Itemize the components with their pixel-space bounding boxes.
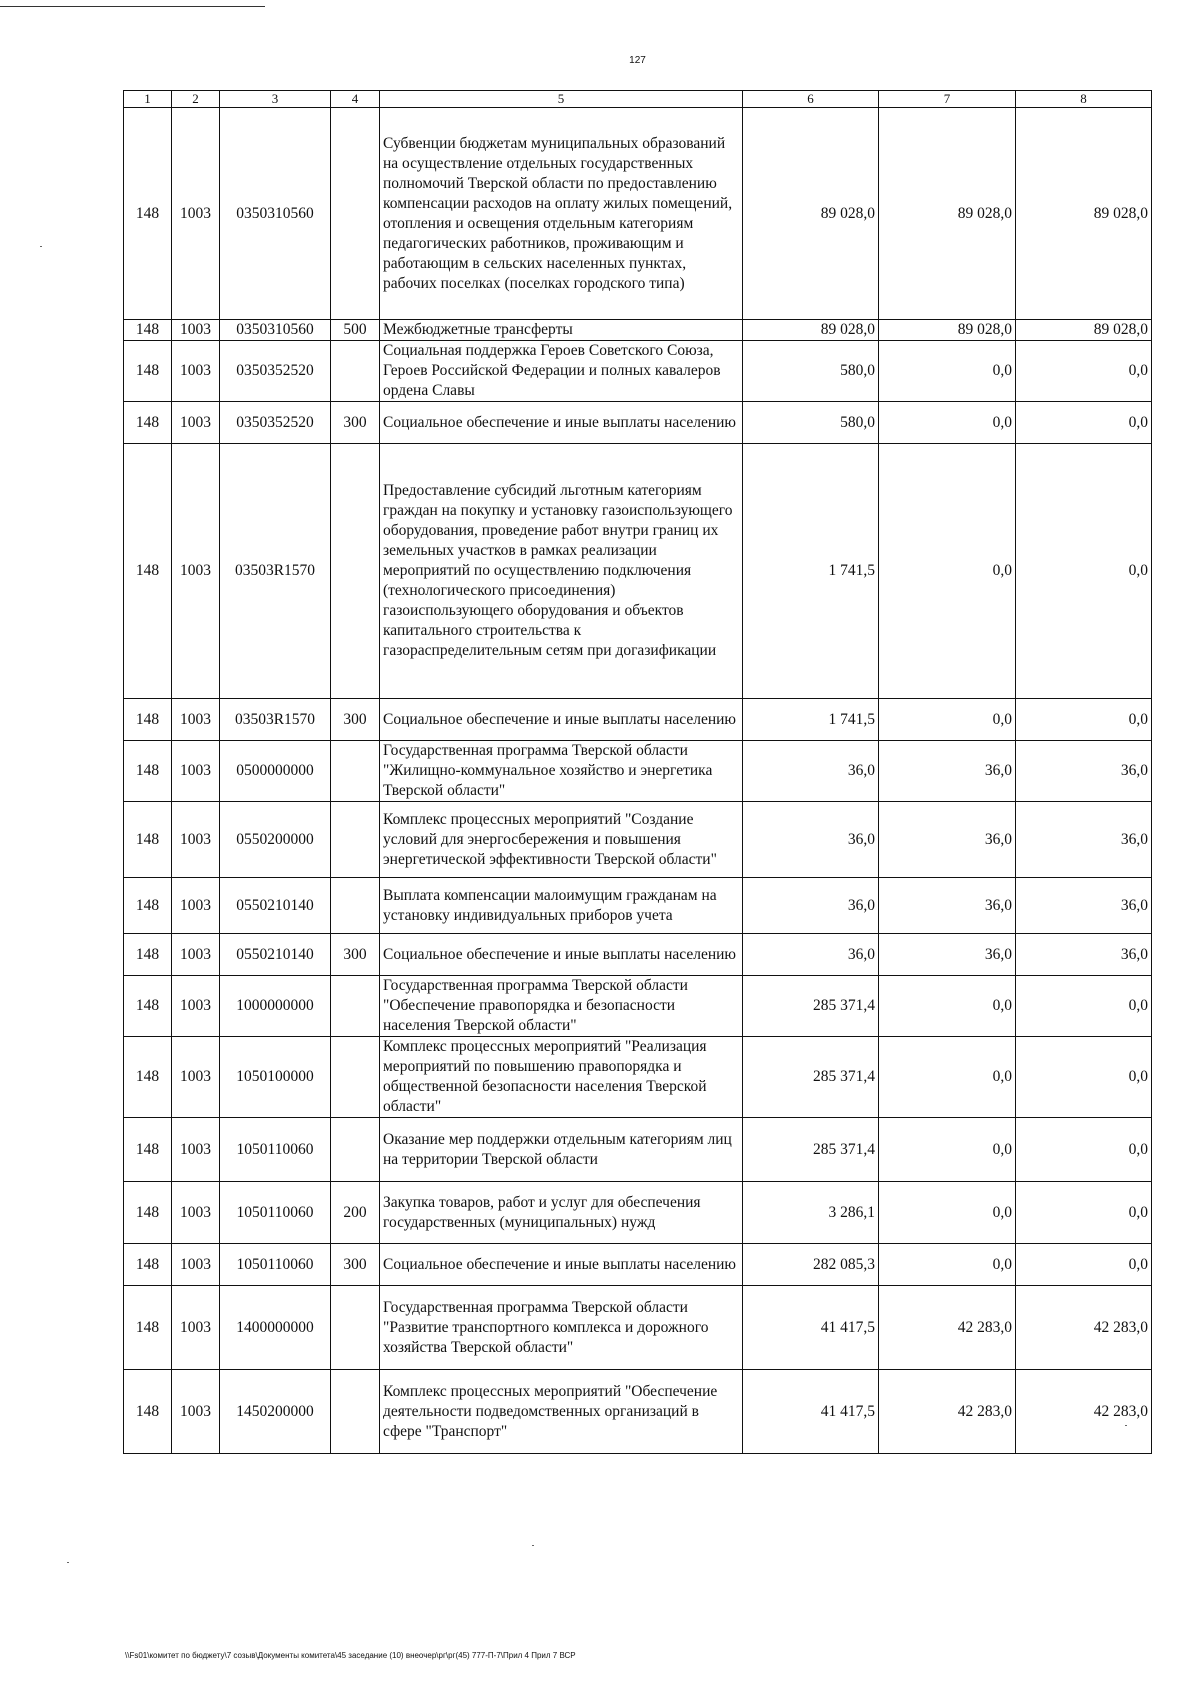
target-article-code: 1400000000 — [220, 1286, 331, 1370]
table-row — [124, 934, 1152, 976]
amount-year-2: 0,0 — [879, 444, 1016, 699]
scan-speck — [1125, 1425, 1127, 1426]
table-row — [124, 1244, 1152, 1286]
table-row — [124, 1037, 1152, 1118]
expense-name: Социальное обеспечение и иные выплаты населению — [380, 934, 743, 976]
amount-year-3: 36,0 — [1016, 741, 1152, 802]
expense-type-code — [331, 444, 380, 699]
section-code: 1003 — [172, 976, 220, 1037]
amount-year-1: 580,0 — [743, 341, 879, 402]
expense-type-code — [331, 1370, 380, 1454]
amount-year-3: 0,0 — [1016, 444, 1152, 699]
section-code: 1003 — [172, 1037, 220, 1118]
budget-admin-code: 148 — [124, 1286, 172, 1370]
table-row — [124, 699, 1152, 741]
expense-type-code: 300 — [331, 1244, 380, 1286]
budget-table — [123, 90, 1152, 1454]
budget-admin-code: 148 — [124, 802, 172, 878]
expense-name: Выплата компенсации малоимущим гражданам на установку индивидуальных приборов учета — [380, 878, 743, 934]
amount-year-2: 0,0 — [879, 976, 1016, 1037]
expense-type-code: 500 — [331, 320, 380, 341]
amount-year-3: 42 283,0 — [1016, 1370, 1152, 1454]
expense-name: Субвенции бюджетам муниципальных образований на осуществление отдельных государственных полномочий Тверской области по предоставлению компенсации расходов на оплату жилых помещений, отопления и освещения отдельным категориям педагогических работников, проживающим и работающим в сельских населенных пунктах, рабочих поселках (поселках городского типа) — [380, 108, 743, 320]
amount-year-2: 36,0 — [879, 934, 1016, 976]
table-row — [124, 341, 1152, 402]
amount-year-1: 580,0 — [743, 402, 879, 444]
expense-type-code: 300 — [331, 402, 380, 444]
section-code: 1003 — [172, 402, 220, 444]
budget-admin-code: 148 — [124, 341, 172, 402]
amount-year-2: 42 283,0 — [879, 1286, 1016, 1370]
column-number: 2 — [172, 91, 220, 108]
target-article-code: 0350310560 — [220, 108, 331, 320]
budget-admin-code: 148 — [124, 444, 172, 699]
amount-year-3: 0,0 — [1016, 1182, 1152, 1244]
section-code: 1003 — [172, 878, 220, 934]
scan-speck — [532, 1545, 534, 1546]
amount-year-3: 36,0 — [1016, 802, 1152, 878]
target-article-code: 1050100000 — [220, 1037, 331, 1118]
target-article-code: 0500000000 — [220, 741, 331, 802]
expense-name: Комплекс процессных мероприятий "Создание условий для энергосбережения и повышения энергетической эффективности Тверской области" — [380, 802, 743, 878]
column-number: 1 — [124, 91, 172, 108]
amount-year-1: 89 028,0 — [743, 320, 879, 341]
amount-year-2: 89 028,0 — [879, 108, 1016, 320]
amount-year-1: 282 085,3 — [743, 1244, 879, 1286]
expense-type-code — [331, 1118, 380, 1182]
target-article-code: 1050110060 — [220, 1118, 331, 1182]
expense-name: Предоставление субсидий льготным категориям граждан на покупку и установку газоиспользующего оборудования, проведение работ внутри границ их земельных участков в рамках реализации мероприятий по осуществлению подключения (технологического присоединения) газоиспользующего оборудования и объектов капитального строительства к газораспределительным сетям при догазификации — [380, 444, 743, 699]
scan-speck — [67, 1562, 69, 1563]
table-row — [124, 402, 1152, 444]
expense-name: Межбюджетные трансферты — [380, 320, 743, 341]
expense-type-code — [331, 976, 380, 1037]
amount-year-3: 0,0 — [1016, 341, 1152, 402]
amount-year-1: 41 417,5 — [743, 1370, 879, 1454]
section-code: 1003 — [172, 1118, 220, 1182]
amount-year-3: 42 283,0 — [1016, 1286, 1152, 1370]
expense-name: Комплекс процессных мероприятий "Обеспечение деятельности подведомственных организаций в сфере "Транспорт" — [380, 1370, 743, 1454]
amount-year-2: 0,0 — [879, 1244, 1016, 1286]
scan-top-rule — [0, 6, 265, 7]
target-article-code: 1000000000 — [220, 976, 331, 1037]
table-row — [124, 802, 1152, 878]
amount-year-3: 89 028,0 — [1016, 320, 1152, 341]
table-row — [124, 1182, 1152, 1244]
budget-admin-code: 148 — [124, 741, 172, 802]
file-path-footer: \\Fs01\комитет по бюджету\7 созыв\Документы комитета\45 заседание (10) внеочер\рг\рг(45) 777-П-7\Прил 4 Прил 7 ВСР — [125, 1651, 576, 1660]
amount-year-2: 0,0 — [879, 402, 1016, 444]
amount-year-1: 36,0 — [743, 802, 879, 878]
amount-year-1: 285 371,4 — [743, 1037, 879, 1118]
table-row — [124, 741, 1152, 802]
column-number: 4 — [331, 91, 380, 108]
expense-name: Комплекс процессных мероприятий "Реализация мероприятий по повышению правопорядка и общественной безопасности населения Тверской области" — [380, 1037, 743, 1118]
column-number-row — [124, 91, 1152, 108]
table-row — [124, 1118, 1152, 1182]
amount-year-2: 0,0 — [879, 699, 1016, 741]
amount-year-3: 89 028,0 — [1016, 108, 1152, 320]
column-number: 6 — [743, 91, 879, 108]
amount-year-2: 89 028,0 — [879, 320, 1016, 341]
expense-type-code — [331, 741, 380, 802]
target-article-code: 03503R1570 — [220, 699, 331, 741]
section-code: 1003 — [172, 341, 220, 402]
amount-year-1: 36,0 — [743, 741, 879, 802]
section-code: 1003 — [172, 1286, 220, 1370]
column-number: 8 — [1016, 91, 1152, 108]
target-article-code: 0350310560 — [220, 320, 331, 341]
budget-admin-code: 148 — [124, 1244, 172, 1286]
budget-admin-code: 148 — [124, 976, 172, 1037]
section-code: 1003 — [172, 1244, 220, 1286]
budget-admin-code: 148 — [124, 1118, 172, 1182]
budget-admin-code: 148 — [124, 1182, 172, 1244]
column-number: 3 — [220, 91, 331, 108]
page-number: 127 — [629, 55, 646, 66]
expense-type-code: 300 — [331, 934, 380, 976]
expense-name: Оказание мер поддержки отдельным категориям лиц на территории Тверской области — [380, 1118, 743, 1182]
budget-admin-code: 148 — [124, 878, 172, 934]
budget-admin-code: 148 — [124, 320, 172, 341]
amount-year-1: 1 741,5 — [743, 444, 879, 699]
target-article-code: 0350352520 — [220, 341, 331, 402]
amount-year-2: 0,0 — [879, 1118, 1016, 1182]
amount-year-3: 0,0 — [1016, 699, 1152, 741]
expense-name: Социальное обеспечение и иные выплаты населению — [380, 402, 743, 444]
expense-type-code — [331, 878, 380, 934]
amount-year-1: 285 371,4 — [743, 1118, 879, 1182]
section-code: 1003 — [172, 699, 220, 741]
amount-year-1: 36,0 — [743, 878, 879, 934]
section-code: 1003 — [172, 1182, 220, 1244]
target-article-code: 1050110060 — [220, 1182, 331, 1244]
table-row — [124, 1370, 1152, 1454]
amount-year-1: 89 028,0 — [743, 108, 879, 320]
expense-type-code: 200 — [331, 1182, 380, 1244]
amount-year-2: 36,0 — [879, 802, 1016, 878]
expense-name: Социальное обеспечение и иные выплаты населению — [380, 1244, 743, 1286]
column-number: 7 — [879, 91, 1016, 108]
section-code: 1003 — [172, 802, 220, 878]
target-article-code: 0550210140 — [220, 878, 331, 934]
amount-year-3: 0,0 — [1016, 1244, 1152, 1286]
expense-name: Государственная программа Тверской области "Обеспечение правопорядка и безопасности населения Тверской области" — [380, 976, 743, 1037]
section-code: 1003 — [172, 108, 220, 320]
amount-year-1: 41 417,5 — [743, 1286, 879, 1370]
table-row — [124, 878, 1152, 934]
section-code: 1003 — [172, 444, 220, 699]
budget-admin-code: 148 — [124, 934, 172, 976]
scan-speck — [40, 246, 42, 247]
expense-type-code — [331, 1286, 380, 1370]
amount-year-3: 0,0 — [1016, 976, 1152, 1037]
expense-name: Закупка товаров, работ и услуг для обеспечения государственных (муниципальных) нужд — [380, 1182, 743, 1244]
budget-admin-code: 148 — [124, 402, 172, 444]
amount-year-2: 0,0 — [879, 1182, 1016, 1244]
section-code: 1003 — [172, 320, 220, 341]
amount-year-3: 0,0 — [1016, 1118, 1152, 1182]
section-code: 1003 — [172, 934, 220, 976]
table-row — [124, 976, 1152, 1037]
amount-year-2: 0,0 — [879, 341, 1016, 402]
table-row — [124, 320, 1152, 341]
expense-name: Государственная программа Тверской области "Жилищно-коммунальное хозяйство и энергетика Тверской области" — [380, 741, 743, 802]
target-article-code: 0350352520 — [220, 402, 331, 444]
expense-name: Государственная программа Тверской области "Развитие транспортного комплекса и дорожного хозяйства Тверской области" — [380, 1286, 743, 1370]
expense-type-code — [331, 341, 380, 402]
amount-year-2: 36,0 — [879, 878, 1016, 934]
expense-name: Социальное обеспечение и иные выплаты населению — [380, 699, 743, 741]
amount-year-2: 36,0 — [879, 741, 1016, 802]
amount-year-3: 36,0 — [1016, 934, 1152, 976]
table-row — [124, 108, 1152, 320]
expense-name: Социальная поддержка Героев Советского Союза, Героев Российской Федерации и полных кавалеров ордена Славы — [380, 341, 743, 402]
amount-year-3: 0,0 — [1016, 1037, 1152, 1118]
amount-year-2: 0,0 — [879, 1037, 1016, 1118]
expense-type-code: 300 — [331, 699, 380, 741]
amount-year-1: 3 286,1 — [743, 1182, 879, 1244]
section-code: 1003 — [172, 741, 220, 802]
target-article-code: 0550210140 — [220, 934, 331, 976]
budget-admin-code: 148 — [124, 1370, 172, 1454]
section-code: 1003 — [172, 1370, 220, 1454]
amount-year-3: 0,0 — [1016, 402, 1152, 444]
expense-type-code — [331, 802, 380, 878]
target-article-code: 0550200000 — [220, 802, 331, 878]
amount-year-2: 42 283,0 — [879, 1370, 1016, 1454]
column-number: 5 — [380, 91, 743, 108]
amount-year-3: 36,0 — [1016, 878, 1152, 934]
amount-year-1: 285 371,4 — [743, 976, 879, 1037]
expense-type-code — [331, 108, 380, 320]
target-article-code: 03503R1570 — [220, 444, 331, 699]
table-row — [124, 1286, 1152, 1370]
budget-admin-code: 148 — [124, 1037, 172, 1118]
budget-admin-code: 148 — [124, 699, 172, 741]
budget-admin-code: 148 — [124, 108, 172, 320]
target-article-code: 1050110060 — [220, 1244, 331, 1286]
table-row — [124, 444, 1152, 699]
target-article-code: 1450200000 — [220, 1370, 331, 1454]
amount-year-1: 1 741,5 — [743, 699, 879, 741]
expense-type-code — [331, 1037, 380, 1118]
amount-year-1: 36,0 — [743, 934, 879, 976]
